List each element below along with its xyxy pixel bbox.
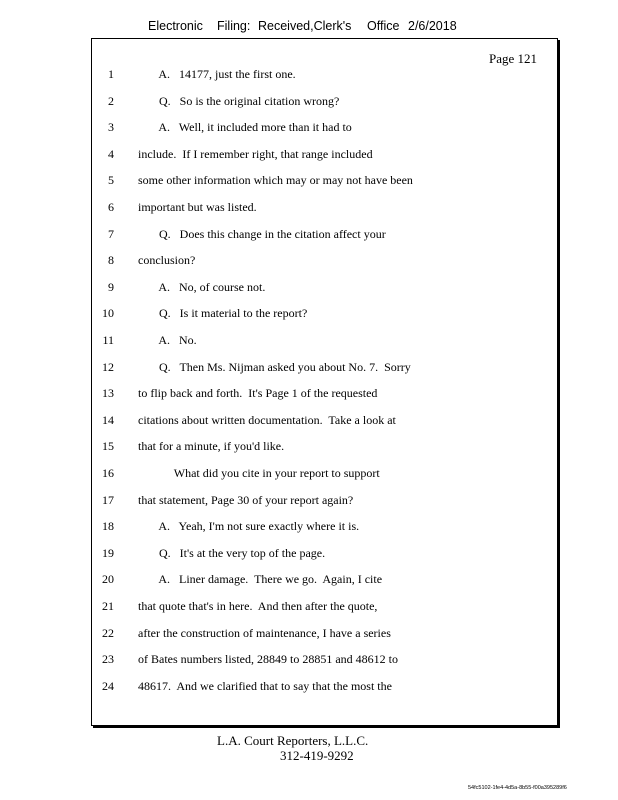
transcript-line — [92, 198, 557, 216]
line-text: Q. Then Ms. Nijman asked you about No. 7. Sorry — [138, 359, 411, 374]
line-number: 3 — [108, 120, 114, 135]
line-number: 21 — [102, 599, 114, 613]
transcript-line — [92, 650, 557, 668]
line-number: 22 — [102, 625, 114, 640]
header-electronic: Electronic — [148, 19, 203, 33]
header-filing: Filing: — [217, 19, 251, 33]
document-id: 54fc5102-1fe4-4d5a-8b55-f00a395289f6 — [468, 785, 567, 791]
transcript-line — [92, 570, 557, 588]
header-date: 2/6/2018 — [408, 19, 457, 33]
reporter-phone: 312-419-9292 — [280, 748, 354, 763]
line-text: of Bates numbers listed, 28849 to 28851 and 48612 to — [138, 652, 398, 667]
line-number: 7 — [108, 226, 114, 241]
line-number: 4 — [108, 146, 114, 161]
transcript-line — [92, 411, 557, 429]
line-text: A. No, of course not. — [138, 279, 266, 294]
line-number: 9 — [108, 279, 114, 294]
line-text: some other information which may or may not have been — [138, 173, 413, 188]
filing-header — [0, 19, 618, 37]
line-number: 15 — [102, 439, 114, 454]
transcript-line — [92, 278, 557, 296]
transcript-page — [91, 38, 558, 726]
line-number: 14 — [102, 412, 114, 427]
transcript-line — [92, 358, 557, 376]
transcript-line — [92, 304, 557, 322]
transcript-line — [92, 624, 557, 642]
header-received: Received,Clerk's — [258, 19, 352, 33]
transcript-line — [92, 384, 557, 402]
transcript-line — [92, 225, 557, 243]
line-number: 17 — [102, 492, 114, 507]
header-office: Office — [367, 19, 400, 33]
transcript-line — [92, 118, 557, 136]
line-number: 2 — [108, 93, 114, 108]
line-text: A. No. — [138, 333, 197, 347]
line-text: citations about written documentation. Take a look at — [138, 412, 396, 427]
transcript-line — [92, 491, 557, 509]
line-text: Q. Does this change in the citation affect your — [138, 226, 386, 241]
line-number: 16 — [102, 466, 114, 480]
line-text: that quote that's in here. And then after the quote, — [138, 599, 378, 613]
line-text: that for a minute, if you'd like. — [138, 439, 285, 454]
line-text: 48617. And we clarified that to say that the most the — [138, 678, 392, 693]
transcript-line — [92, 597, 557, 615]
line-text: A. Yeah, I'm not sure exactly where it is. — [138, 519, 360, 534]
transcript-line — [92, 92, 557, 110]
transcript-line — [92, 65, 557, 83]
line-number: 5 — [108, 173, 114, 188]
line-text: What did you cite in your report to support — [138, 466, 380, 480]
page-number: Page 121 — [488, 51, 537, 66]
line-number: 1 — [108, 67, 114, 81]
line-number: 10 — [102, 306, 114, 321]
transcript-line — [92, 145, 557, 163]
line-text: conclusion? — [138, 253, 196, 268]
line-text: that statement, Page 30 of your report again? — [138, 492, 354, 507]
transcript-line — [92, 171, 557, 189]
transcript-line — [92, 517, 557, 535]
transcript-line — [92, 544, 557, 562]
line-text: include. If I remember right, that range included — [138, 146, 373, 161]
transcript-line — [92, 677, 557, 695]
reporter-company: L.A. Court Reporters, L.L.C. — [217, 733, 369, 748]
line-text: to flip back and forth. It's Page 1 of the requested — [138, 386, 378, 401]
line-text: A. Well, it included more than it had to — [138, 120, 352, 135]
line-text: Q. It's at the very top of the page. — [138, 545, 326, 560]
transcript-line — [92, 251, 557, 269]
transcript-line — [92, 331, 557, 349]
line-number: 13 — [102, 386, 114, 401]
line-number: 11 — [102, 333, 114, 347]
line-text: Q. Is it material to the report? — [138, 306, 308, 321]
line-text: after the construction of maintenance, I have a series — [138, 625, 391, 640]
line-number: 20 — [102, 572, 114, 587]
line-number: 12 — [102, 359, 114, 374]
line-number: 18 — [102, 519, 114, 534]
line-text: A. Liner damage. There we go. Again, I cite — [138, 572, 383, 587]
line-text: important but was listed. — [138, 200, 257, 214]
line-number: 24 — [102, 678, 114, 693]
line-number: 19 — [102, 545, 114, 560]
line-text: Q. So is the original citation wrong? — [138, 93, 340, 108]
transcript-line — [92, 437, 557, 455]
line-number: 23 — [102, 652, 114, 667]
line-number: 8 — [108, 253, 114, 268]
line-text: A. 14177, just the first one. — [138, 67, 296, 81]
transcript-line — [92, 464, 557, 482]
line-number: 6 — [108, 200, 114, 214]
